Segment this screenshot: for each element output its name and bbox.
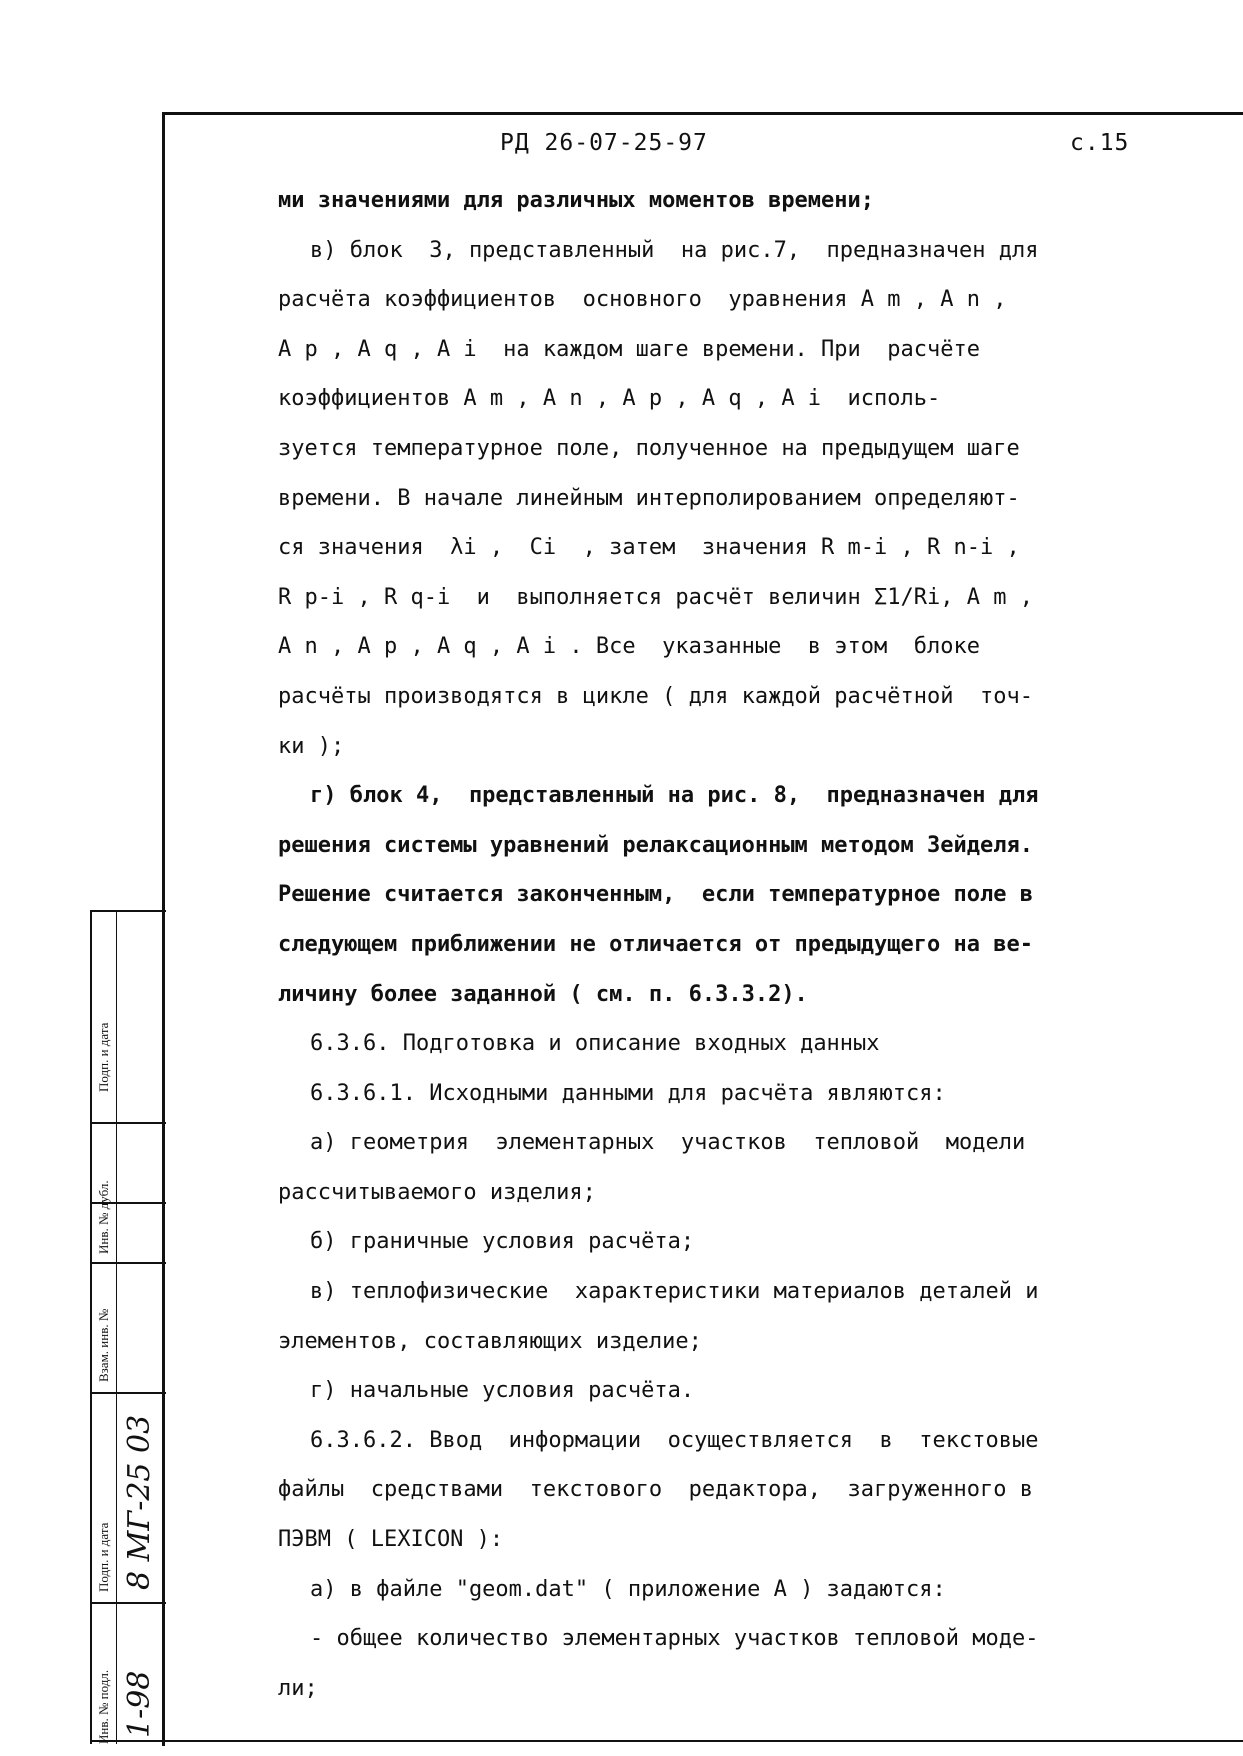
stamp-divider — [116, 912, 117, 1744]
handwritten-date: 8 МГ-25 03 — [122, 1414, 157, 1590]
stamp-divider — [92, 1602, 166, 1604]
text-line: файлы средствами текстового редактора, загруженного в — [278, 1477, 1033, 1503]
text-line: времени. В начале линейным интерполированием определяют- — [278, 485, 1020, 511]
stamp-label: Подп. и дата — [96, 1022, 111, 1092]
text-line: ПЭВМ ( LEXICON ): — [278, 1527, 504, 1553]
text-line: 6.3.6.1. Исходными данными для расчёта являются: — [310, 1080, 946, 1106]
text-line: г) блок 4, представленный на рис. 8, предназначен для — [310, 783, 1039, 809]
text-line: а) геометрия элементарных участков тепловой модели — [310, 1130, 1026, 1156]
text-line: в) теплофизические характеристики материалов деталей и — [310, 1279, 1039, 1305]
text-line: коэффициентов А m , А n , А p , А q , А i исполь- — [278, 386, 941, 412]
text-line: г) начальные условия расчёта. — [310, 1378, 695, 1404]
frame-bottom-border — [90, 1740, 1243, 1742]
handwritten-number: 1-98 — [122, 1670, 157, 1738]
text-line: рассчитываемого изделия; — [278, 1179, 596, 1205]
text-line: б) граничные условия расчёта; — [310, 1229, 695, 1255]
text-line: - общее количество элементарных участков тепловой моде- — [310, 1626, 1039, 1652]
text-line: следующем приближении не отличается от предыдущего на ве- — [278, 931, 1033, 957]
text-line: ки ); — [278, 733, 345, 759]
text-line: личину более заданной ( см. п. 6.3.3.2). — [278, 981, 808, 1007]
frame-top-border — [162, 112, 1243, 115]
section-heading: 6.3.6. Подготовка и описание входных данных — [310, 1031, 880, 1057]
stamp-divider — [92, 1262, 166, 1264]
text-line: Решение считается законченным, если температурное поле в — [278, 882, 1033, 908]
text-line: А p , А q , А i на каждом шаге времени. При расчёте — [278, 336, 980, 362]
text-line: 6.3.6.2. Ввод информации осуществляется в текстовые — [310, 1427, 1039, 1453]
stamp-label: Инв. № дубл. — [96, 1180, 111, 1254]
text-line: расчёта коэффициентов основного уравнения А m , А n , — [278, 287, 1007, 313]
page-header — [0, 130, 1243, 160]
text-line: расчёты производятся в цикле ( для каждой расчётной точ- — [278, 683, 1033, 709]
approval-stamp-block — [90, 910, 166, 1744]
text-line: элементов, составляющих изделие; — [278, 1328, 702, 1354]
text-line: решения системы уравнений релаксационным методом Зейделя. — [278, 832, 1033, 858]
text-line: R p-i , R q-i и выполняется расчёт величин Σ1/Ri, А m , — [278, 584, 1033, 610]
stamp-label: Взам. инв. № — [96, 1308, 111, 1382]
text-line: ли; — [278, 1675, 318, 1701]
text-line: ми значениями для различных моментов времени; — [278, 188, 875, 213]
document-code: РД 26-07-25-97 — [500, 130, 708, 156]
body-text — [278, 176, 1138, 1713]
page-number: с.15 — [1070, 130, 1130, 156]
text-line: зуется температурное поле, полученное на предыдущем шаге — [278, 435, 1020, 461]
stamp-divider — [92, 1122, 166, 1124]
text-line: в) блок 3, представленный на рис.7, предназначен для — [310, 237, 1039, 263]
text-line: а) в файле "geom.dat" ( приложение А ) задаются: — [310, 1576, 946, 1602]
stamp-label: Инв. № подл. — [96, 1669, 111, 1744]
text-line: ся значения λi , Ci , затем значения R m-i , R n-i , — [278, 535, 1020, 561]
text-line: А n , А p , А q , А i . Все указанные в этом блоке — [278, 634, 980, 660]
stamp-label: Подп. и дата — [96, 1522, 111, 1592]
stamp-divider — [92, 1392, 166, 1394]
